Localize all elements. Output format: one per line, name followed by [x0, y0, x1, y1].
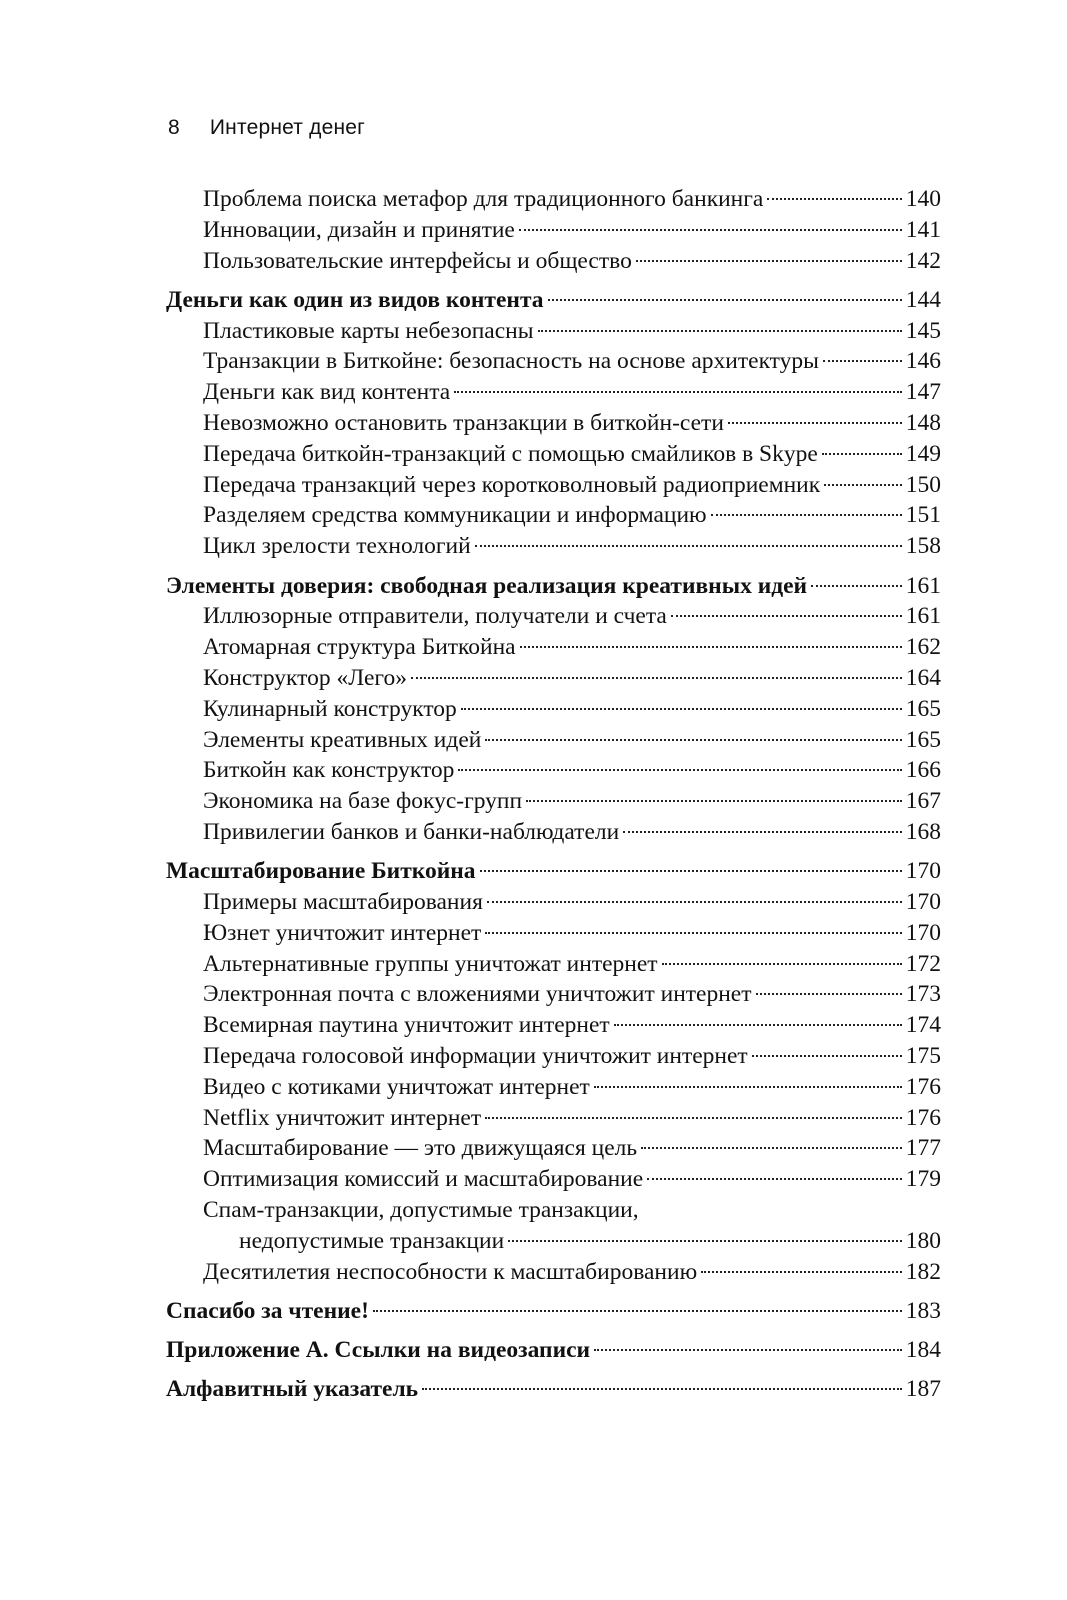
- toc-section-entry: [166, 755, 941, 786]
- toc-entry-page-number: 147: [905, 379, 941, 406]
- dot-leader: [454, 391, 902, 393]
- toc-entry-title: Экономика на базе фокус-групп: [203, 788, 523, 815]
- toc-section-entry: [166, 1010, 941, 1041]
- toc-entry-page-number: 165: [905, 726, 941, 753]
- toc-entry-title: недопустимые транзакции: [239, 1227, 505, 1254]
- toc-entry-page-number: 150: [905, 471, 941, 498]
- toc-entry-page-number: 173: [905, 981, 941, 1008]
- toc-entry-title: Спасибо за чтение!: [166, 1297, 369, 1324]
- dot-leader: [641, 1147, 902, 1149]
- toc-entry-page-number: 141: [905, 216, 941, 243]
- toc-entry-page-number: 168: [905, 818, 941, 845]
- toc-section-entry: [166, 1164, 941, 1195]
- toc-entry-title: Видео с котиками уничтожат интернет: [203, 1073, 590, 1100]
- dot-leader: [485, 739, 901, 741]
- toc-section-entry: [166, 694, 941, 725]
- toc-section-entry: [166, 346, 941, 377]
- toc-section-entry: [166, 470, 941, 501]
- toc-section-entry: [166, 601, 941, 632]
- dot-leader: [824, 484, 902, 486]
- toc-entry-page-number: 164: [905, 664, 941, 691]
- toc-section-entry: [166, 1133, 941, 1164]
- toc-entry-title: Деньги как один из видов контента: [166, 286, 544, 313]
- dot-leader: [520, 646, 902, 648]
- toc-section-entry: [166, 377, 941, 408]
- dot-leader: [422, 1388, 902, 1390]
- toc-entry-page-number: 142: [905, 247, 941, 274]
- dot-leader: [647, 1178, 902, 1180]
- toc-entry-title: Кулинарный конструктор: [203, 695, 457, 722]
- toc-entry-page-number: 158: [905, 533, 941, 560]
- toc-entry-page-number: 170: [905, 858, 941, 885]
- table-of-contents: [166, 184, 941, 1405]
- toc-section-entry: [166, 949, 941, 980]
- toc-section-entry: [166, 215, 941, 246]
- dot-leader: [671, 615, 902, 617]
- toc-section-entry: [166, 887, 941, 918]
- toc-section-entry: [166, 817, 941, 848]
- toc-section-entry: [166, 246, 941, 277]
- toc-entry-page-number: 176: [905, 1073, 941, 1100]
- toc-entry-title: Деньги как вид контента: [203, 379, 451, 406]
- toc-entry-page-number: 170: [905, 919, 941, 946]
- toc-chapter-entry: [166, 1296, 941, 1327]
- toc-section-entry: [166, 439, 941, 470]
- dot-leader: [594, 1086, 902, 1088]
- dot-leader: [475, 545, 902, 547]
- toc-entry-title: Примеры масштабирования: [203, 889, 483, 916]
- toc-entry-title: Электронная почта с вложениями уничтожит интернет: [203, 981, 752, 1008]
- toc-entry-page-number: 179: [905, 1166, 941, 1193]
- toc-entry-title: Атомарная структура Биткойна: [203, 634, 516, 661]
- toc-section-entry: [166, 1072, 941, 1103]
- dot-leader: [538, 330, 902, 332]
- toc-entry-page-number: 145: [905, 317, 941, 344]
- toc-entry-title: Привилегии банков и банки-наблюдатели: [203, 818, 620, 845]
- dot-leader: [767, 198, 901, 200]
- toc-entry-page-number: 165: [905, 695, 941, 722]
- dot-leader: [756, 993, 902, 995]
- toc-entry-page-number: 187: [905, 1376, 941, 1403]
- toc-chapter-entry: [166, 285, 941, 316]
- toc-entry-title: Масштабирование — это движущаяся цель: [203, 1135, 638, 1162]
- toc-entry-title: Передача голосовой информации уничтожит интернет: [203, 1043, 748, 1070]
- toc-entry-title: Netflix уничтожит интернет: [203, 1104, 482, 1131]
- toc-entry-page-number: 184: [905, 1337, 941, 1364]
- toc-section-entry: [166, 979, 941, 1010]
- toc-section-entry: [166, 408, 941, 439]
- toc-entry-page-number: 162: [905, 634, 941, 661]
- toc-entry-page-number: 146: [905, 348, 941, 375]
- dot-leader: [485, 1117, 902, 1119]
- toc-entry-title: Разделяем средства коммуникации и информацию: [203, 502, 707, 529]
- toc-chapter-entry: [166, 571, 941, 602]
- toc-entry-title: Биткойн как конструктор: [203, 757, 455, 784]
- dot-leader: [811, 585, 902, 587]
- toc-section-entry: [166, 184, 941, 215]
- dot-leader: [662, 963, 902, 965]
- dot-leader: [752, 1055, 902, 1057]
- toc-entry-title: Элементы креативных идей: [203, 726, 482, 753]
- dot-leader: [485, 932, 901, 934]
- dot-leader: [711, 514, 902, 516]
- toc-entry-title: Десятилетия неспособности к масштабированию: [203, 1258, 698, 1285]
- toc-entry-page-number: 161: [905, 572, 941, 599]
- toc-entry-title: Масштабирование Биткойна: [166, 858, 476, 885]
- dot-leader: [701, 1271, 902, 1273]
- toc-entry-page-number: 175: [905, 1043, 941, 1070]
- toc-section-entry: [166, 531, 941, 562]
- toc-entry-title: Конструктор «Лего»: [203, 664, 407, 691]
- toc-section-entry: [166, 1195, 941, 1226]
- toc-entry-title: Всемирная паутина уничтожит интернет: [203, 1012, 610, 1039]
- dot-leader: [480, 870, 902, 872]
- toc-entry-page-number: 167: [905, 788, 941, 815]
- toc-entry-page-number: 183: [905, 1297, 941, 1324]
- page-number: 8: [168, 116, 180, 139]
- dot-leader: [519, 229, 902, 231]
- toc-entry-title: Альтернативные группы уничтожат интернет: [203, 950, 658, 977]
- toc-section-entry: [166, 663, 941, 694]
- toc-entry-title: Цикл зрелости технологий: [203, 533, 471, 560]
- dot-leader: [636, 260, 902, 262]
- toc-entry-title: Пользовательские интерфейсы и общество: [203, 247, 632, 274]
- toc-entry-page-number: 176: [905, 1104, 941, 1131]
- toc-entry-page-number: 148: [905, 410, 941, 437]
- toc-entry-page-number: 180: [905, 1227, 941, 1254]
- toc-entry-title: Передача транзакций через коротковолновый радиоприемник: [203, 471, 821, 498]
- toc-section-entry: [166, 316, 941, 347]
- toc-entry-page-number: 182: [905, 1258, 941, 1285]
- toc-entry-page-number: 140: [905, 186, 941, 212]
- dot-leader: [623, 831, 902, 833]
- toc-entry-page-number: 172: [905, 950, 941, 977]
- toc-entry-page-number: 161: [905, 603, 941, 630]
- toc-entry-page-number: 177: [905, 1135, 941, 1162]
- toc-entry-title: Юзнет уничтожит интернет: [203, 919, 482, 946]
- toc-entry-title: Инновации, дизайн и принятие: [203, 216, 515, 243]
- dot-leader: [594, 1349, 902, 1351]
- toc-chapter-entry: [166, 856, 941, 887]
- toc-entry-title: Невозможно остановить транзакции в биткойн-сети: [203, 410, 724, 437]
- dot-leader: [508, 1240, 902, 1242]
- dot-leader: [823, 360, 902, 362]
- toc-section-entry: [166, 500, 941, 531]
- toc-entry-title: Пластиковые карты небезопасны: [203, 317, 534, 344]
- toc-entry-page-number: 166: [905, 757, 941, 784]
- dot-leader: [458, 769, 901, 771]
- dot-leader: [822, 453, 902, 455]
- toc-entry-title: Приложение А. Ссылки на видеозаписи: [166, 1337, 591, 1364]
- dot-leader: [728, 422, 902, 424]
- toc-entry-title: Оптимизация комиссий и масштабирование: [203, 1166, 644, 1193]
- toc-section-entry: [166, 632, 941, 663]
- toc-entry-page-number: 170: [905, 889, 941, 916]
- toc-entry-title: Транзакции в Биткойне: безопасность на основе архитектуры: [203, 348, 819, 375]
- toc-entry-title: Алфавитный указатель: [166, 1376, 419, 1403]
- toc-entry-page-number: 149: [905, 440, 941, 467]
- dot-leader: [461, 708, 902, 710]
- dot-leader: [614, 1024, 902, 1026]
- dot-leader: [487, 901, 902, 903]
- toc-section-entry: [166, 1257, 941, 1288]
- toc-entry-page-number: 151: [905, 502, 941, 529]
- dot-leader: [526, 800, 902, 802]
- toc-entry-page-number: 174: [905, 1012, 941, 1039]
- toc-section-entry: [166, 1041, 941, 1072]
- toc-entry-title: Проблема поиска метафор для традиционного банкинга: [203, 186, 764, 212]
- toc-chapter-entry: [166, 1374, 941, 1405]
- running-head: [168, 116, 365, 140]
- toc-section-entry: [166, 918, 941, 949]
- toc-section-entry: [166, 1226, 941, 1257]
- toc-entry-title: Передача биткойн-транзакций с помощью смайликов в Skype: [203, 440, 818, 467]
- book-title: Интернет денег: [209, 116, 366, 139]
- toc-entry-title: Спам-транзакции, допустимые транзакции,: [203, 1197, 639, 1223]
- toc-entry-title: Иллюзорные отправители, получатели и счета: [203, 603, 667, 630]
- dot-leader: [548, 299, 902, 301]
- toc-section-entry: [166, 725, 941, 756]
- toc-entry-title: Элементы доверия: свободная реализация креативных идей: [166, 572, 808, 599]
- toc-chapter-entry: [166, 1335, 941, 1366]
- dot-leader: [411, 677, 902, 679]
- toc-entry-page-number: 144: [905, 286, 941, 313]
- toc-section-entry: [166, 1103, 941, 1134]
- dot-leader: [373, 1310, 902, 1312]
- toc-section-entry: [166, 786, 941, 817]
